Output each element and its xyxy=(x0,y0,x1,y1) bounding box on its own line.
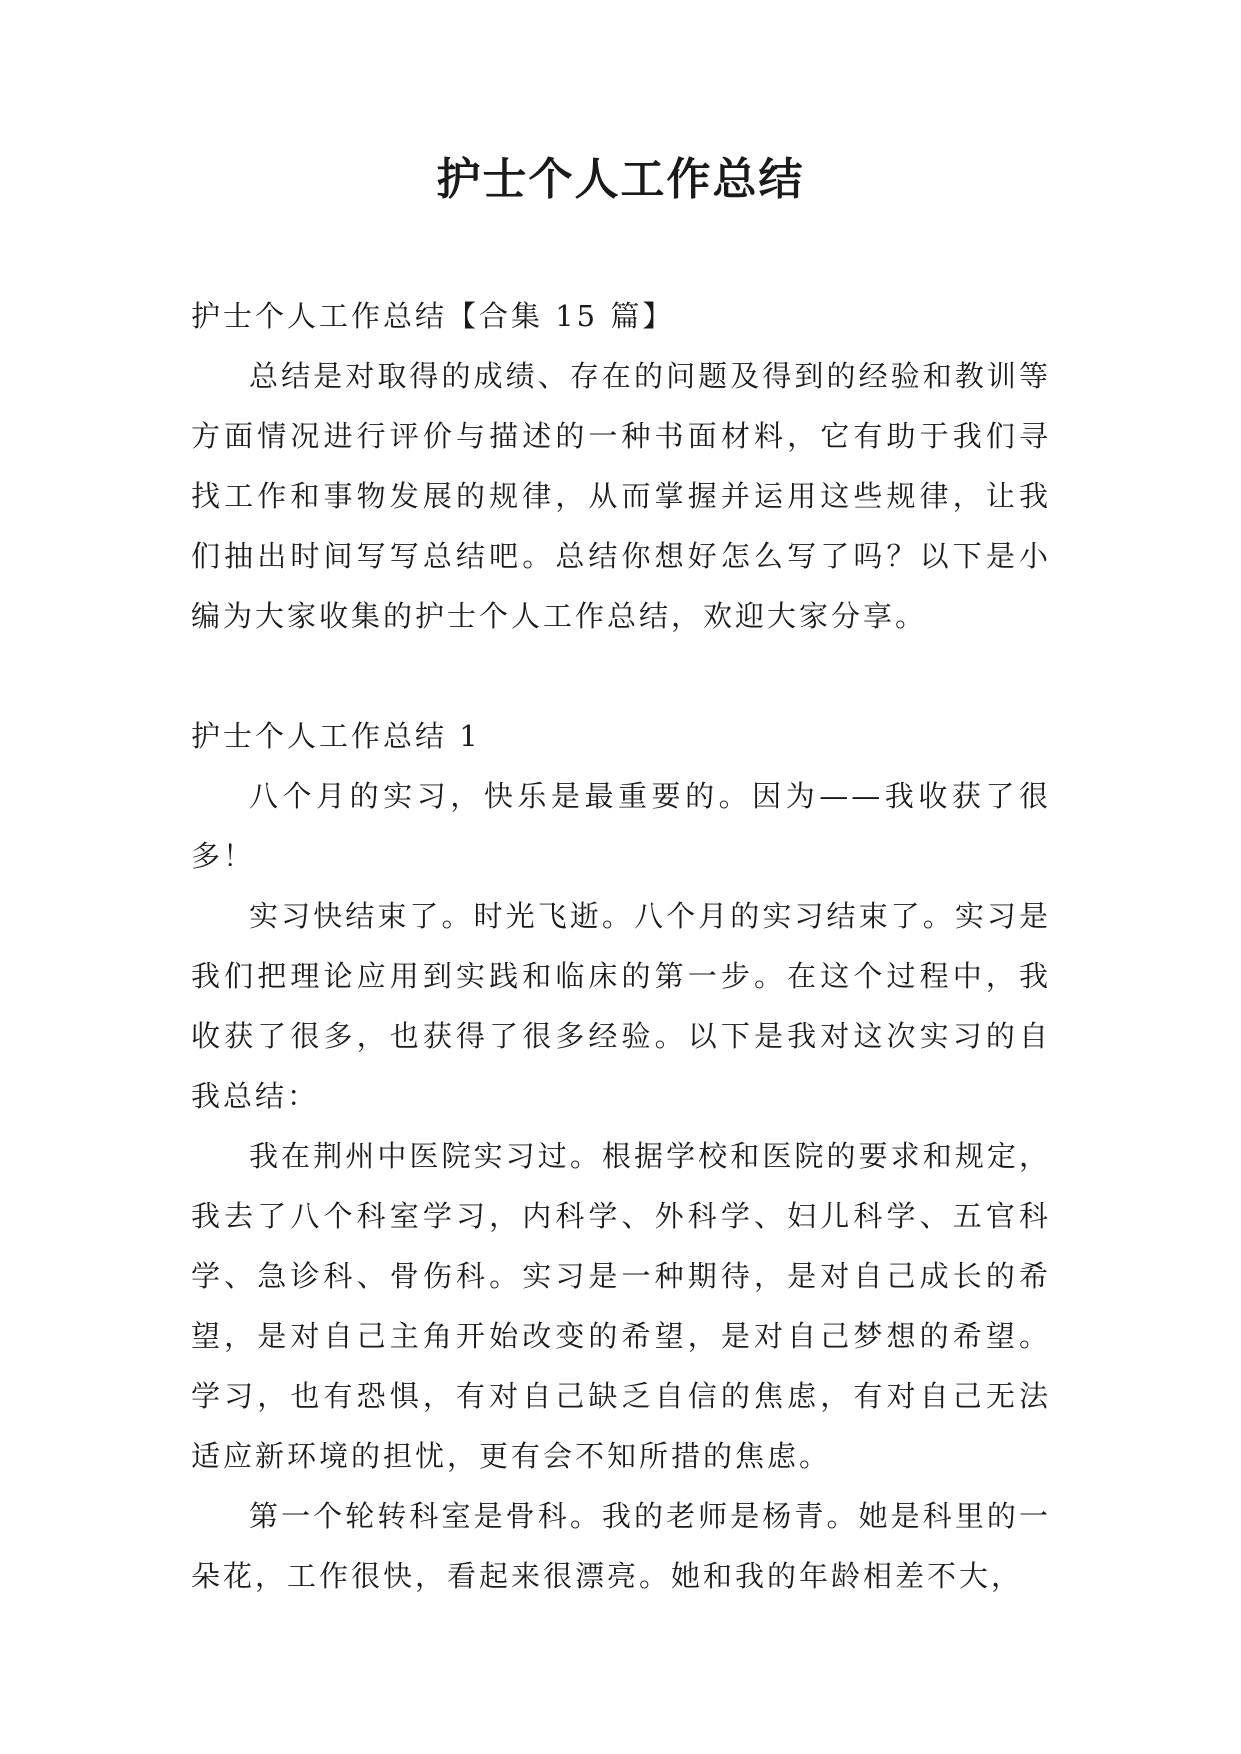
intro-paragraph: 总结是对取得的成绩、存在的问题及得到的经验和教训等方面情况进行评价与描述的一种书面材料，它有助于我们寻找工作和事物发展的规律，从而掌握并运用这些规律，让我们抽出时间写写总结吧。总结你想好怎么写了吗？以下是小编为大家收集的护士个人工作总结，欢迎大家分享。 xyxy=(191,359,1051,633)
body-paragraph: 第一个轮转科室是骨科。我的老师是杨青。她是科里的一朵花，工作很快，看起来很漂亮。她和我的年龄相差不大， xyxy=(191,1499,1051,1593)
section-spacer xyxy=(191,646,1051,706)
body-paragraph: 八个月的实习，快乐是最重要的。因为——我收获了很多！ xyxy=(191,779,1051,873)
document-body xyxy=(191,286,1051,1606)
collection-heading: 护士个人工作总结【合集 15 篇】 xyxy=(191,299,675,333)
body-paragraph: 我在荆州中医院实习过。根据学校和医院的要求和规定，我去了八个科室学习，内科学、外科学、妇儿科学、五官科学、急诊科、骨伤科。实习是一种期待，是对自己成长的希望，是对自己主角开始改变的希望，是对自己梦想的希望。学习，也有恐惧，有对自己缺乏自信的焦虑，有对自己无法适应新环境的担忧，更有会不知所措的焦虑。 xyxy=(191,1139,1051,1473)
document-title: 护士个人工作总结 xyxy=(436,154,805,205)
body-paragraph: 实习快结束了。时光飞逝。八个月的实习结束了。实习是我们把理论应用到实践和临床的第一步。在这个过程中，我收获了很多，也获得了很多经验。以下是我对这次实习的自我总结： xyxy=(191,899,1051,1113)
section-heading: 护士个人工作总结 1 xyxy=(191,719,481,753)
